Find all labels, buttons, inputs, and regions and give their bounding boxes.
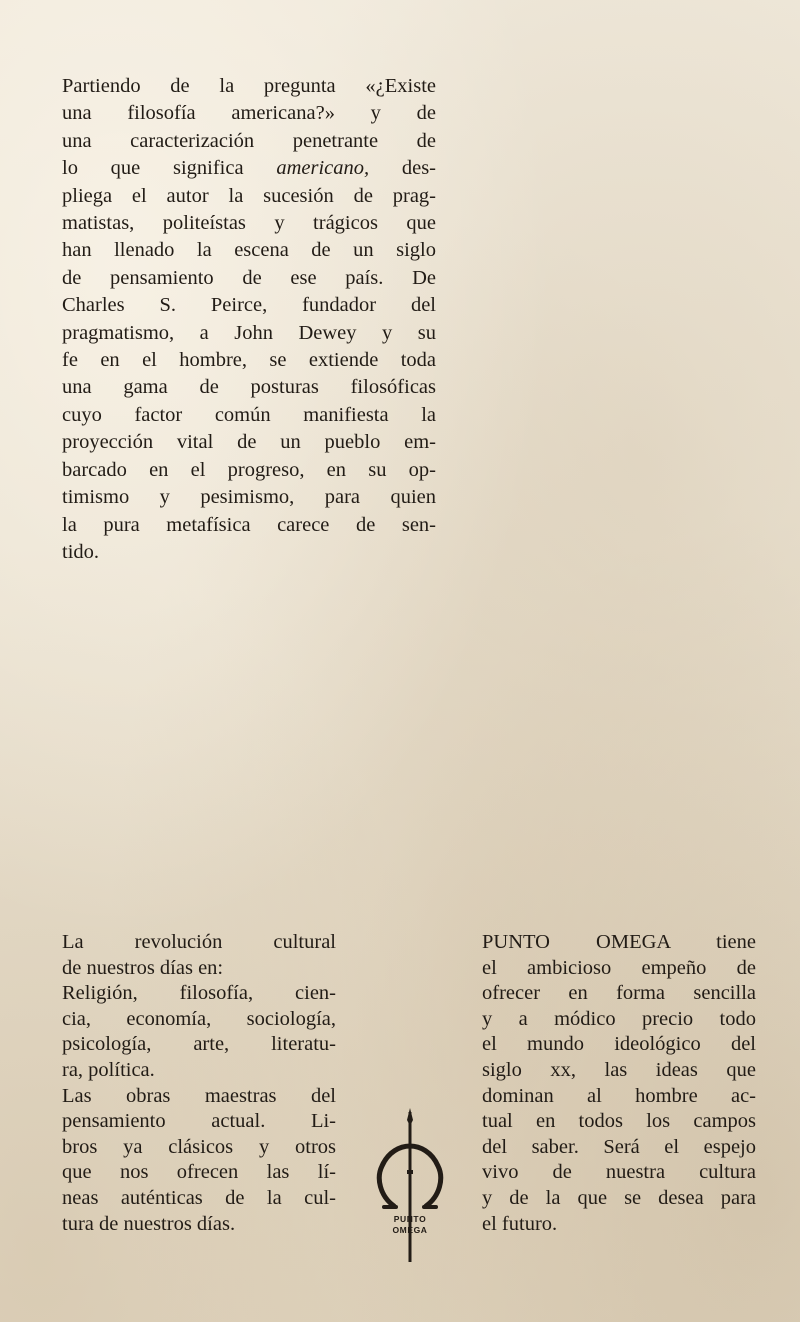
left-column-line: que nos ofrecen las lí- <box>62 1161 336 1184</box>
punto-omega-logo <box>372 1108 448 1268</box>
blurb-line: pragmatismo, a John Dewey y su <box>62 321 436 344</box>
blurb-line: timismo y pesimismo, para quien <box>62 486 436 509</box>
italic-word-americano: americano, <box>276 157 370 180</box>
left-column-line: neas auténticas de la cul- <box>62 1186 336 1209</box>
logo-text-punto: PUNTO <box>393 1214 427 1224</box>
blurb-line: matistas, politeístas y trágicos que <box>62 212 436 235</box>
right-column-line: PUNTO OMEGA tiene <box>482 931 756 953</box>
blurb-line: Partiendo de la pregunta «¿Existe <box>62 75 436 97</box>
left-column-line: bros ya clásicos y otros <box>62 1135 336 1158</box>
blurb-line: Charles S. Peirce, fundador del <box>62 294 436 317</box>
left-column-line: pensamiento actual. Li- <box>62 1110 336 1133</box>
left-column-line: La revolución cultural <box>62 931 336 953</box>
blurb-line: una gama de posturas filosóficas <box>62 376 436 399</box>
blurb-line: fe en el hombre, se extiende toda <box>62 349 436 372</box>
right-column-line: ofrecer en forma sencilla <box>482 982 756 1005</box>
blurb-line: la pura metafísica carece de sen- <box>62 513 436 536</box>
blurb-line: cuyo factor común manifiesta la <box>62 403 436 426</box>
right-column-line: vivo de nuestra cultura <box>482 1161 756 1184</box>
left-column-line: Religión, filosofía, cien- <box>62 982 336 1005</box>
blurb-line: de pensamiento de ese país. De <box>62 266 436 289</box>
right-column-line: el mundo ideológico del <box>482 1033 756 1056</box>
right-column-line: del saber. Será el espejo <box>482 1135 756 1158</box>
blurb-line-with-italic <box>62 155 436 182</box>
blurb-line: proyección vital de un pueblo em- <box>62 431 436 454</box>
blurb-line: tido. <box>62 540 100 563</box>
right-column-line: dominan al hombre ac- <box>482 1084 756 1107</box>
blurb-line-hyphen: des- <box>401 157 437 180</box>
right-column-line: siglo xx, las ideas que <box>482 1058 756 1081</box>
logo-text-omega: OMEGA <box>392 1225 428 1235</box>
series-description-left <box>62 930 336 1237</box>
series-description-right <box>482 930 756 1237</box>
left-column-line: psicología, arte, literatu- <box>62 1033 336 1056</box>
right-column-line: el ambicioso empeño de <box>482 956 756 979</box>
left-column-line: ra, política. <box>62 1058 155 1081</box>
book-description <box>62 73 436 566</box>
right-column-line: y a módico precio todo <box>482 1007 756 1030</box>
blurb-line: una caracterización penetrante de <box>62 129 436 152</box>
right-column-line: tual en todos los campos <box>482 1110 756 1133</box>
blurb-line: pliega el autor la sucesión de prag- <box>62 184 436 207</box>
left-column-line: cia, economía, sociología, <box>62 1007 336 1030</box>
left-column-line: tura de nuestros días. <box>62 1212 236 1235</box>
blurb-line-start: lo que significa <box>62 157 277 180</box>
omega-trident-icon <box>372 1108 448 1268</box>
left-column-line: de nuestros días en: <box>62 956 224 979</box>
right-column-line: y de la que se desea para <box>482 1186 756 1209</box>
left-column-line: Las obras maestras del <box>62 1084 336 1107</box>
blurb-line: una filosofía americana?» y de <box>62 102 436 125</box>
blurb-line: barcado en el progreso, en su op- <box>62 458 436 481</box>
blurb-line: han llenado la escena de un siglo <box>62 239 436 262</box>
right-column-line: el futuro. <box>482 1212 558 1235</box>
